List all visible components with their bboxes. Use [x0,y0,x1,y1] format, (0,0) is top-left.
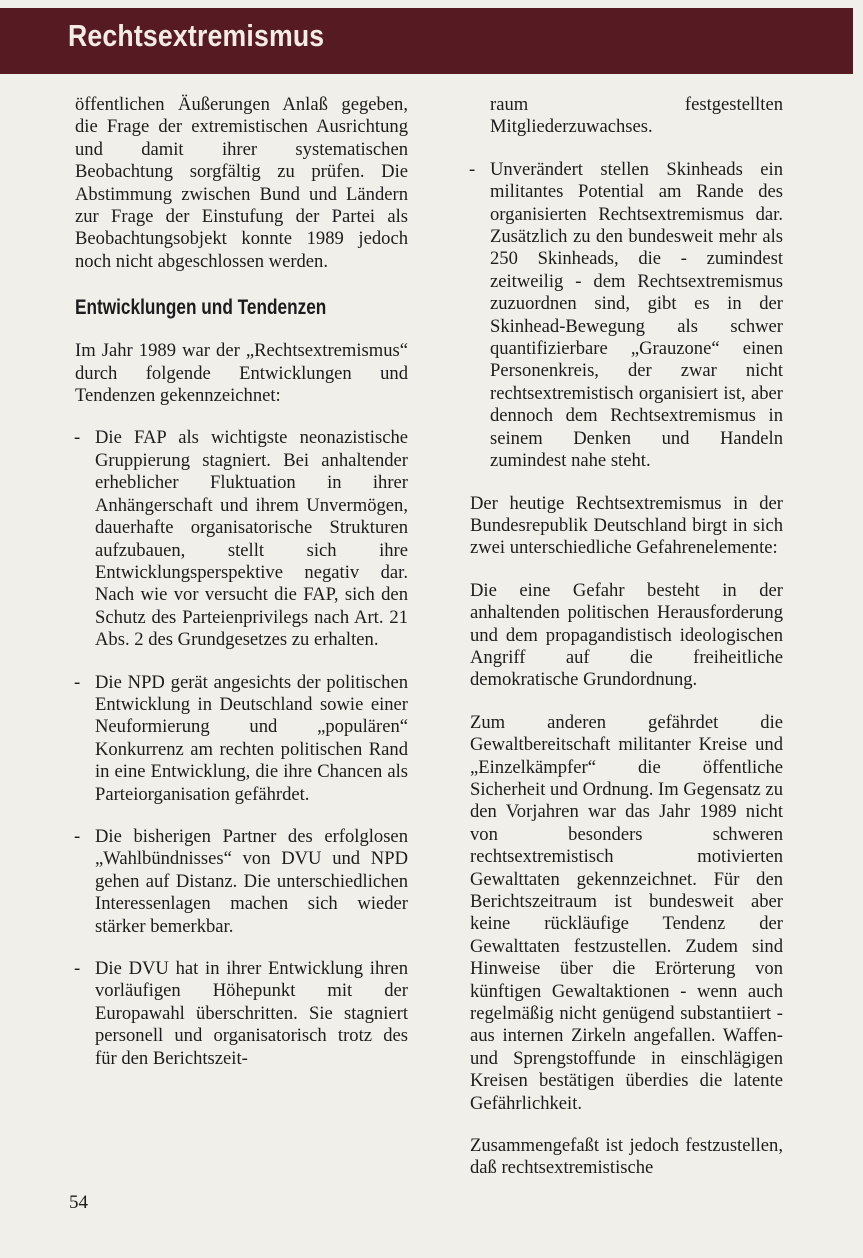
paragraph: Der heutige Rechtsextremismus in der Bundesrepublik Deutschland birgt in sich zwei unterschiedliche Gefahrenelemente: [470,492,783,559]
paragraph: Zum anderen gefährdet die Gewaltbereitschaft militanter Kreise und „Einzelkämpfer“ die öffentliche Sicherheit und Ordnung. Im Gegensatz zu den Vorjahren war das Jahr 1989 nicht von besonders schweren rechtsextremistisch motivierten Gewalttaten gekennzeichnet. Für den Berichtszeitraum ist bundesweit aber keine rückläufige Tendenz der Gewalttaten festzustellen. Zudem sind Hinweise über die Erörterung von künftigen Gewaltaktionen - wenn auch regelmäßig nicht genügend substantiiert - aus internen Zirkeln angefallen. Waffen- und Sprengstoffunde in einschlägigen Kreisen bestätigen überdies die latente Gefährlichkeit. [470,711,783,1114]
paragraph: Die eine Gefahr besteht in der anhaltenden politischen Herausforderung und dem propagandistisch ideologischen Angriff auf die freiheitliche demokratische Grundordnung. [470,579,783,691]
list-item-text: Unverändert stellen Skinheads ein militantes Potential am Rande des organisierten Rechtsextremismus dar. Zusätzlich zu den bundesweit mehr als 250 Skinheads, die - zumindest zeitweilig - dem Rechtsextremismus zuzuordnen sind, gibt es in der Skinhead-Bewegung als schwer quantifizierbare „Grauzone“ einen Personenkreis, der zwar nicht rechtsextremistisch organisiert ist, aber dennoch dem Rechtsextremismus in seinem Denken und Handeln zumindest nahe steht. [490,158,783,472]
left-column [75,94,408,1090]
section-heading: Entwicklungen und Tendenzen [75,296,327,320]
section-intro: Im Jahr 1989 war der „Rechtsextremismus“ durch folgende Entwicklungen und Tendenzen gekennzeichnet: [75,340,408,407]
dash-marker: - [74,671,81,693]
right-column [470,94,783,1200]
dash-marker: - [74,825,81,847]
paragraph: Zusammengefaßt ist jedoch festzustellen, daß rechtsextremistische [470,1135,783,1179]
list-item-text: Die DVU hat in ihrer Entwicklung ihren vorläufigen Höhepunkt mit der Europawahl überschritten. Sie stagniert personell und organisatorisch trotz des für den Berichtszeit- [95,958,408,1069]
list-item-text: Die bisherigen Partner des erfolglosen „Wahlbündnisses“ von DVU und NPD gehen auf Distanz. Die unterschiedlichen Interessenlagen machen sich wieder stärker bemerkbar. [95,825,408,937]
dash-marker: - [74,427,81,449]
list-item-text: Die FAP als wichtigste neonazistische Gruppierung stagniert. Bei anhaltender erheblicher Fluktuation in ihrer Anhängerschaft und ihrem Unvermögen, dauerhafte organisatorische Strukturen aufzubauen, stellt sich ihre Entwicklungsperspektive negativ dar. Nach wie vor versucht die FAP, sich den Schutz des Parteienprivilegs nach Art. 21 Abs. 2 des Grundgesetzes zu erhalten. [95,427,408,651]
dash-marker: - [74,958,81,979]
continuation-text: raum festgestellten Mitgliederzuwachses. [490,94,783,138]
list-item [75,672,408,806]
intro-paragraph: öffentlichen Äußerungen Anlaß gegeben, die Frage der extremistischen Ausrichtung und damit ihrer systematischen Beobachtung sorgfältig zu prüfen. Die Abstimmung zwischen Bund und Ländern zur Frage der Einstufung der Partei als Beobachtungsobjekt konnte 1989 jedoch noch nicht abgeschlossen werden. [75,94,408,272]
list-item-text: Die NPD gerät angesichts der politischen Entwicklung in Deutschland sowie einer Neuformierung und „populären“ Konkurrenz am rechten politischen Rand in eine Entwicklung, die ihre Chancen als Parteiorganisation gefährdet. [95,671,408,805]
list-item [75,958,408,1070]
page-number: 54 [69,1192,88,1213]
page-title: Rechtsextremismus [68,18,325,53]
skinhead-list [470,159,783,473]
list-item [75,826,408,938]
dash-marker: - [469,158,476,180]
list-item [470,159,783,473]
list-item [75,427,408,651]
development-list [75,427,408,1070]
